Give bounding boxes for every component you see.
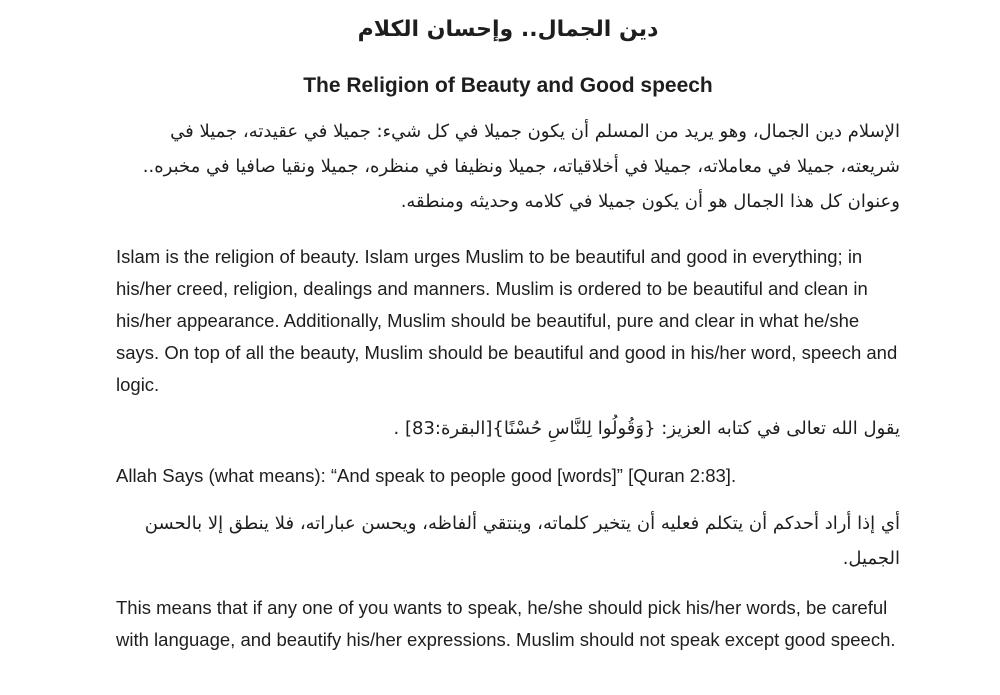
english-explanation-paragraph: This means that if any one of you wants to speak, he/she should pick his/her words, be careful with language, and beautify his/her expressions. Muslim should not speak except good speech. — [116, 597, 896, 650]
arabic-explanation-paragraph: أي إذا أراد أحدكم أن يتكلم فعليه أن يتخير كلماته، وينتقي ألفاظه، ويحسن عباراته، فلا ينطق إلا بالحسن الجميل. — [144, 513, 900, 569]
arabic-intro-paragraph: الإسلام دين الجمال، وهو يريد من المسلم أن يكون جميلا في كل شيء: جميلا في عقيدته، جميلا في شريعته، جميلا في معاملاته، جميلا في أخلاقياته، جميلا ونظيفا في منظره، جميلا ونقيا صافيا في مخبره.. وعنوان كل هذا الجمال هو أن يكون جميلا في كلامه وحديثه ومنطقه. — [142, 121, 900, 212]
document-title-english: The Religion of Beauty and Good speech — [303, 74, 713, 97]
quran-verse-arabic: يقول الله تعالى في كتابه العزيز: {وَقُولُوا لِلنَّاسِ حُسْنًا}[البقرة:83] . — [393, 418, 900, 439]
document-title-arabic: دين الجمال.. وإحسان الكلام — [357, 17, 659, 42]
quran-verse-translation: Allah Says (what means): “And speak to people good [words]” [Quran 2:83]. — [116, 465, 737, 486]
english-intro-paragraph: Islam is the religion of beauty. Islam urges Muslim to be beautiful and good in everything; in his/her creed, religion, dealings and manners. Muslim is ordered to be beautiful and clean in his/her appearance. Additionally, Muslim should be beautiful, pure and clear in what he/she says. On top of all the beauty, Muslim should be beautiful and good in his/her word, speech and logic. — [116, 246, 898, 395]
